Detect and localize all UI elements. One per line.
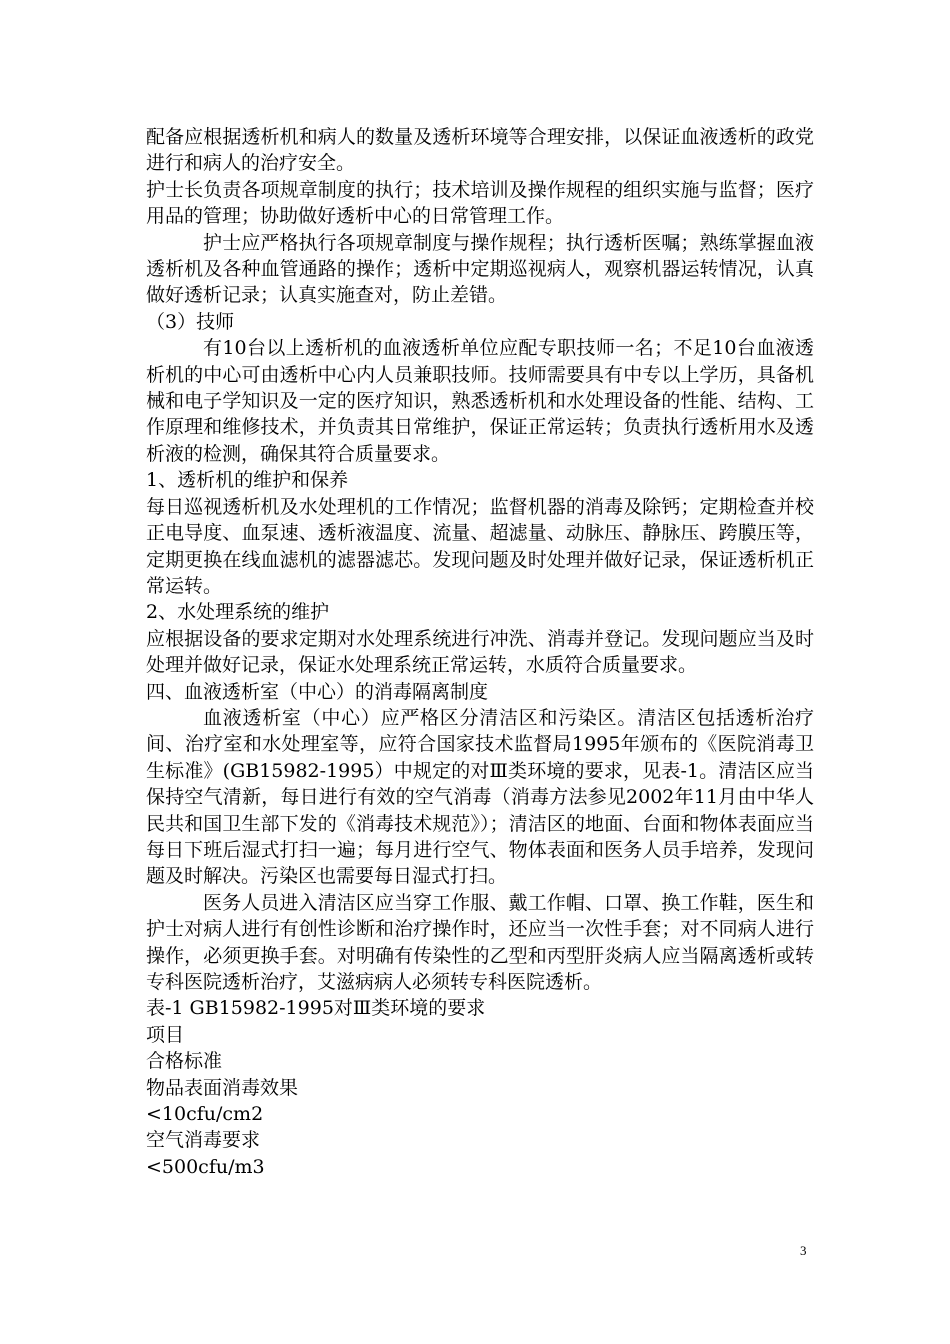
table-cell-standard: <500cfu/m3 (146, 1155, 265, 1178)
heading-technician: （3）技师 (146, 310, 235, 333)
requirements-table (146, 995, 814, 1180)
table-cell-standard: <10cfu/cm2 (146, 1103, 264, 1126)
paragraph-nurse: 护士应严格执行各项规章制度与操作规程；执行透析医嘱；熟练掌握血液透析机及各种血管通路的操作；透析中定期巡视病人，观察机器运转情况，认真做好透析记录；认真实施查对，防止差错。 (146, 231, 814, 307)
heading-water-system: 2、水处理系统的维护 (146, 601, 330, 624)
paragraph-clean-zone: 血液透析室（中心）应严格区分清洁区和污染区。清洁区包括透析治疗间、治疗室和水处理室等，应符合国家技术监督局1995年颁布的《医院消毒卫生标准》(GB15982-1995）中规定的对Ⅲ类环境的要求，见表-1。清洁区应当保持空气清新，每日进行有效的空气消毒（消毒方法参见2002年11月由中华人民共和国卫生部下发的《消毒技术规范》）；清洁区的地面、台面和物体表面应当每日下班后湿式打扫一遍；每月进行空气、物体表面和医务人员手培养，发现问题及时解决。污染区也需要每日湿式打扫。 (146, 706, 814, 888)
table-header-standard: 合格标准 (146, 1050, 223, 1073)
table-cell-item: 物品表面消毒效果 (146, 1076, 299, 1099)
page-content (146, 124, 814, 1180)
table-header-item: 项目 (146, 1023, 185, 1046)
heading-disinfection: 四、血液透析室（中心）的消毒隔离制度 (146, 680, 489, 703)
paragraph-machine-maintenance: 每日巡视透析机及水处理机的工作情况；监督机器的消毒及除钙；定期检查并校正电导度、血泵速、透析液温度、流量、超滤量、动脉压、静脉压、跨膜压等，定期更换在线血滤机的滤器滤芯。发现问题及时处理并做好记录，保证透析机正常运转。 (146, 495, 814, 597)
paragraph-staff-hygiene: 医务人员进入清洁区应当穿工作服、戴工作帽、口罩、换工作鞋，医生和护士对病人进行有创性诊断和治疗操作时，还应当一次性手套；对不同病人进行操作，必须更换手套。对明确有传染性的乙型和丙型肝炎病人应当隔离透析或转专科医院透析治疗，艾滋病病人必须转专科医院透析。 (146, 891, 814, 993)
table-cell-item: 空气消毒要求 (146, 1129, 261, 1152)
table-caption: 表-1 GB15982-1995对Ⅲ类环境的要求 (146, 997, 486, 1020)
paragraph-head-nurse: 护士长负责各项规章制度的执行；技术培训及操作规程的组织实施与监督；医疗用品的管理；协助做好透析中心的日常管理工作。 (146, 178, 814, 228)
paragraph-staffing: 配备应根据透析机和病人的数量及透析环境等合理安排，以保证血液透析的政党进行和病人的治疗安全。 (146, 126, 814, 175)
heading-machine-maintenance: 1、透析机的维护和保养 (146, 469, 349, 492)
paragraph-technician: 有10台以上透析机的血液透析单位应配专职技师一名；不足10台血液透析机的中心可由透析中心内人员兼职技师。技师需要具有中专以上学历，具备机械和电子学知识及一定的医疗知识，熟悉透析机和水处理设备的性能、结构、工作原理和维修技术，并负责其日常维护，保证正常运转；负责执行透析用水及透析液的检测，确保其符合质量要求。 (146, 337, 814, 465)
paragraph-water-system: 应根据设备的要求定期对水处理系统进行冲洗、消毒并登记。发现问题应当及时处理并做好记录，保证水处理系统正常运转，水质符合质量要求。 (146, 627, 814, 677)
page-number: 3 (800, 1243, 807, 1258)
